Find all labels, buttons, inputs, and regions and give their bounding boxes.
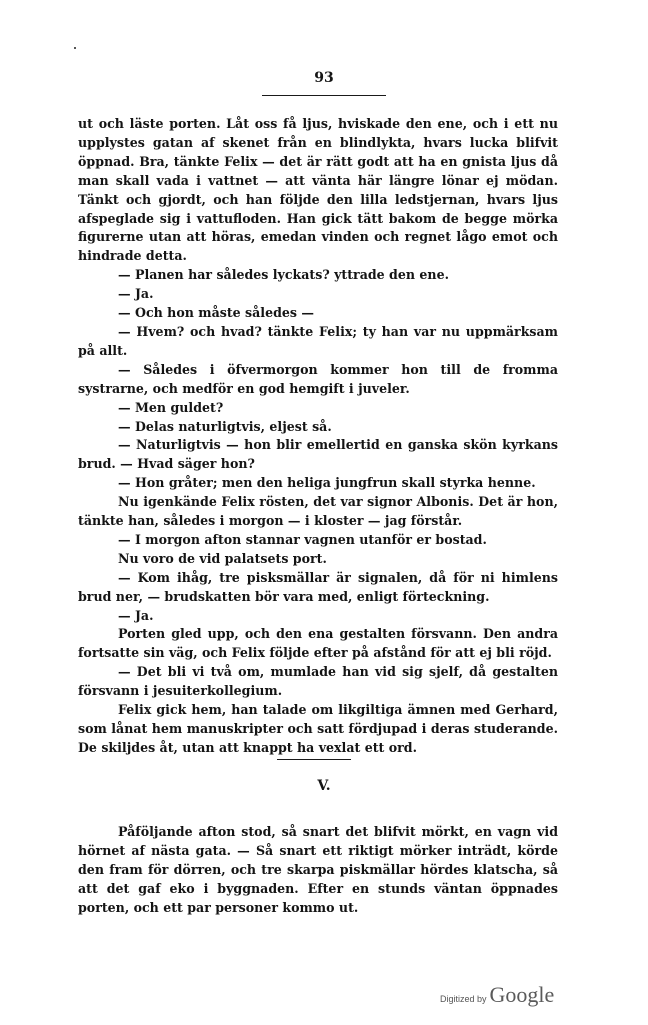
paragraph: Felix gick hem, han talade om likgiltiga ämnen med Gerhard, som lånat hem manuskripter och satt fördjupad i deras studerande. De skiljdes åt, utan att knappt ha vexlat ett ord. (78, 702, 558, 755)
paragraph: Porten gled upp, och den ena gestalten försvann. Den andra fortsatte sin väg, och Felix följde efter på afstånd för att ej bli röjd. (78, 626, 558, 661)
paragraph: Påföljande afton stod, så snart det blifvit mörkt, en vagn vid hörnet af nästa gata. — Så snart ett riktigt mörker inträdt, körde den fram för dörren, och tre skarpa piskmällar hördes klatscha, så att det gaf eko i byggnaden. Efter en stunds väntan öppnades porten, och ett par personer kommo ut. (78, 824, 558, 915)
paragraph: Nu igenkände Felix rösten, det var signor Albonis. Det är hon, tänkte han, således i morgon — i kloster — jag förstår. (78, 494, 558, 529)
paragraph: — Ja. (118, 286, 154, 302)
body-text (78, 115, 558, 758)
section-heading: V. (317, 778, 331, 794)
paragraph: — Planen har således lyckats? yttrade den ene. (118, 267, 449, 283)
google-logo: Google (489, 982, 555, 1007)
paragraph: — Naturligtvis — hon blir emellertid en ganska skön kyrkans brud. — Hvad säger hon? (78, 437, 558, 472)
paragraph: — Delas naturligtvis, eljest så. (118, 418, 332, 434)
section-rule (277, 759, 351, 760)
paragraph: — I morgon afton stannar vagnen utanför er bostad. (118, 531, 487, 547)
digitized-watermark (440, 982, 590, 1012)
watermark-prefix: Digitized by (440, 994, 487, 1004)
paragraph: — Således i öfvermorgon kommer hon till de fromma systrarne, och medför en god hemgift i juveler. (78, 361, 558, 396)
paragraph: — Kom ihåg, tre pisksmällar är signalen, då för ni himlens brud ner, — brudskatten bör vara med, enligt förteckning. (78, 569, 558, 604)
scan-speck (74, 47, 76, 49)
paragraph: — Men guldet? (118, 399, 224, 415)
header-rule (262, 95, 386, 96)
page-number: 93 (314, 70, 334, 86)
paragraph: — Det bli vi två om, mumlade han vid sig sjelf, då gestalten försvann i jesuiterkollegium. (78, 664, 558, 699)
paragraph: — Hvem? och hvad? tänkte Felix; ty han var nu uppmärksam på allt. (78, 323, 558, 358)
paragraph: Nu voro de vid palatsets port. (118, 550, 327, 566)
paragraph: — Hon gråter; men den heliga jungfrun skall styrka henne. (118, 475, 536, 491)
paragraph: ut och läste porten. Låt oss få ljus, hviskade den ene, och i ett nu upplystes gatan af skenet från en blindlykta, hvars lucka blifvit öppnad. Bra, tänkte Felix — det är rätt godt att ha en gnista ljus då man skall vada i vattnet — att vänta här längre lönar ej mödan. Tänkt och gjordt, och han följde den lilla ledstjernan, hvars ljus afspeglade sig i vattufloden. Han gick tätt bakom de begge mörka figurerne utan att höras, emedan vinden och regnet lågo emot och hindrade detta. (78, 116, 558, 264)
section-text (78, 823, 558, 918)
paragraph: — Ja. (118, 607, 154, 623)
paragraph: — Och hon måste således — (118, 305, 314, 321)
